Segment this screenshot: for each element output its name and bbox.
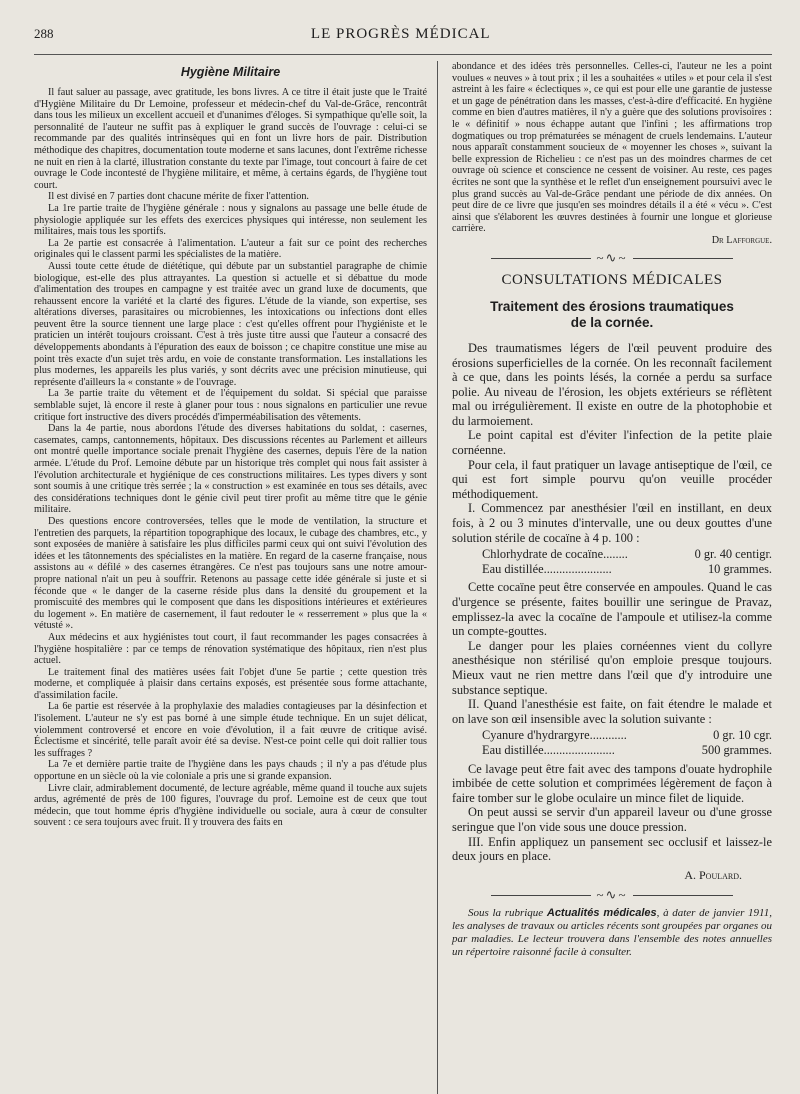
- ingredient-name: Eau distillée.......................: [482, 742, 615, 757]
- ornament-divider: ~∿~: [452, 250, 772, 266]
- notice-actualites: Sous la rubrique Actualités médicales, à dater de janvier 1911, les analyses de travaux ou articles récents sont groupées par organes ou par maladies. Le lecteur trouvera dans l'ensemble des notes annuelles un répertoire raisonné facile à consulter.: [452, 906, 772, 958]
- recipe-cyanure: [482, 728, 772, 757]
- paragraph: Pour cela, il faut pratiquer un lavage antiseptique de l'œil, ce qui est fort simple pourvu qu'on veuille procéder méthodiquement.: [452, 457, 772, 501]
- article-signature: A. Poulard.: [684, 867, 742, 882]
- article-title-line1: Traitement des érosions traumatiques: [490, 298, 734, 314]
- recipe-line: [482, 562, 772, 577]
- paragraph: Il faut saluer au passage, avec gratitude, les bons livres. A ce titre il était juste que le Traité d'Hygiène Militaire du Dr Lemoine, professeur et médecin-chef du Val-de-Grâce, rencontrât dans tous les milieux un excellent accueil et d'unanimes d'éloges. Si sympathique qu'elle soit, la personnalité de l'auteur ne suffit pas à expliquer le grand succès de l'ouvrage : celui-ci se recommande par des qualités intrinsèques qui en font un livre hors de pair. Distribution méthodique des chapitres, documentation toute moderne et sans lacunes, dont l'extrême richesse ne nuit en rien à la clarté, illustration constante du texte par l'image, tout concourt à faire de cet ouvrage le Code incontesté de l'hygiène militaire, et même, à certains égards, de l'hygiène tout court.: [34, 87, 427, 191]
- paragraph: Il est divisé en 7 parties dont chacune mérite de fixer l'attention.: [48, 191, 309, 203]
- ingredient-dose: 10 grammes.: [707, 561, 772, 576]
- paragraph: La 2e partie est consacrée à l'alimentation. L'auteur a fait sur ce point des recherches originales qui le classent parmi les spécialistes de la matière.: [34, 237, 427, 261]
- ingredient-name: Chlorhydrate de cocaïne........: [482, 547, 628, 562]
- paragraph: Des traumatismes légers de l'œil peuvent produire des érosions superficielles de la cornée. On les reconnaît facilement à ce que, dans les points lésés, la cornée a perdu sa surface polie. Au niveau de l'érosion, les objets extérieurs se réflètent mal ou irrégulièrement. Il existe en outre de la photophobie et du larmoiement.: [452, 340, 772, 428]
- left-column: [34, 61, 438, 1094]
- paragraph: I. Commencez par anesthésier l'œil en instillant, en deux fois, à 2 ou 3 minutes d'intervalle, une ou deux gouttes d'une solution stérile de cocaïne à 4 p. 100 :: [452, 501, 772, 545]
- recipe-cocaine: [482, 547, 772, 576]
- paragraph: Cette cocaïne peut être conservée en ampoules. Quand le cas d'urgence se présente, faites bouillir une seringue de Pravaz, emplissez-la avec la cocaïne de l'ampoule et utilisez-la comme un compte-gouttes.: [452, 580, 772, 639]
- article-title-line2: de la cornée.: [570, 314, 654, 330]
- article-title: [452, 299, 772, 331]
- section-heading-hygiene: Hygiène Militaire: [180, 65, 281, 79]
- paragraph: Le traitement final des matières usées fait l'objet d'une 5e partie ; cette question très moderne, et compliquée à plaisir dans certains exposés, est présentée sous forme attachante, d'assimilation facile.: [34, 666, 427, 701]
- ingredient-name: Eau distillée......................: [482, 561, 612, 576]
- paragraph: III. Enfin appliquez un pansement sec occlusif et laissez-le deux jours en place.: [452, 834, 772, 864]
- recipe-line: [482, 547, 772, 562]
- paragraph: II. Quand l'anesthésie est faite, on fait étendre le malade et on lave son œil insensible avec la solution suivante :: [452, 697, 772, 726]
- left-paragraphs: [34, 87, 427, 829]
- ornament-divider-2: ~∿~: [452, 887, 772, 903]
- ingredient-name: Cyanure d'hydrargyre............: [482, 728, 627, 743]
- page-header: [34, 26, 772, 44]
- paragraph: La 7e et dernière partie traite de l'hygiène dans les pays chauds ; il n'y a pas d'étude plus opportune en un siècle où la vie coloniale a pris une si grande expansion.: [34, 759, 427, 783]
- page-number: 288: [34, 26, 54, 41]
- ingredient-dose: 500 grammes.: [701, 742, 772, 757]
- review-continuation: abondance et des idées très personnelles. Celles-ci, l'auteur ne les a point voulues « neuves » à tout prix ; il les a souhaitées « utiles » et pour cela il s'est astreint à les faire « éclectiques », ce qui est pour elle une garantie de justesse et un gage de pénétration dans les masses, c'est-à-dire d'efficacité. En hygiène comme en bien d'autres matières, il n'y a guère que des solutions provisoires : le « définitif » nous échappe autant que l'infini ; les affirmations trop dogmatiques ou trop prématurées se ménagent de cruels lendemains. L'auteur nous apparaît constamment soucieux de « moyenner les choses », suivant la belle expression de Richelieu : ce n'est pas un des moindres charmes de cet ouvrage où science et conscience ne cessent de voisiner. Au reste, ces pages écrites ne sont que la synthèse et le reflet d'un enseignement poursuivi avec le plus grand succès au Val-de-Grâce pendant une période de dix années. On peut dire de ce livre que jusqu'en ses moindres détails il a été « vécu ». C'est ainsi que s'élaborent les œuvres destinées à fournir une longue et glorieuse carrière.: [452, 61, 772, 235]
- paragraph: Aussi toute cette étude de diététique, qui débute par un substantiel paragraphe de chimie biologique, est-elle des plus attrayantes. La question si actuelle et si débattue du mode d'alimentation des troupes en campagne y est traitée avec un grand luxe de documents, que rehaussent encore la variété et la clarté des figures. L'étude de la viande, son expertise, ses altérations diverses, parasitaires ou microbiennes, les intoxications ou infections dont elles peuvent être la source tiennent une large place : c'est qu'elles offrent pour l'hygiéniste et le praticien un intérêt toujours croissant. C'est à très juste titre aussi que l'auteur a consacré des développements abondants à l'épuration des eaux de boisson ; ce chapitre constitue une mise au point très exacte d'un sujet très ardu, en voie de constante transformation. Les installations les plus modernes, les appareils les plus variés, y sont décrits avec une précision minutieuse, qui représente d'ailleurs la « constante » de l'ouvrage.: [34, 260, 427, 388]
- right-column: [452, 61, 772, 1094]
- paragraph: Dans la 4e partie, nous abordons l'étude des diverses habitations du soldat, : casernes, casemates, camps, cantonnements, hôpitaux. Des discussions récentes au Parlement et ailleurs ont montré quelle importance sociale prenait l'hygiène des casernes, depuis l'ère de la nation armée. L'étude du Prof. Lemoine débute par un historique très complet qui nous fait assister à l'évolution architecturale et hygiénique de ces constructions militaires. Les types divers y sont sont soumis à une critique très serrée ; la « construction » est examinée en tous ses détails, avec des considérations techniques dont le génie civil peut tirer profit au même titre que le génie militaire.: [34, 423, 427, 516]
- paragraph: Le point capital est d'éviter l'infection de la petite plaie cornéenne.: [452, 428, 772, 458]
- paragraph: Aux médecins et aux hygiénistes tout court, il faut recommander les pages consacrées à l'hygiène hospitalière : par ce temps de rénovation systématique des hôpitaux, rien n'est plus actuel.: [34, 631, 427, 667]
- journal-title: LE PROGRÈS MÉDICAL: [310, 26, 491, 42]
- ingredient-dose: 0 gr. 40 centigr.: [694, 547, 772, 562]
- columns: [34, 54, 772, 1094]
- article-paragraphs-1: [452, 341, 772, 545]
- paragraph: La 6e partie est réservée à la prophylaxie des maladies contagieuses par la désinfection et l'isolement. L'auteur ne s'y est pas borné à une simple étude technique. En un sujet délicat, violemment controversé et encore en voie d'évolution, il a fait œuvre de critique avisé. Éclectisme et sincérité, telle paraît avoir été sa devise. N'est-ce point celle qui doit rallier tous les suffrages ?: [34, 701, 427, 759]
- consultations-title: CONSULTATIONS MÉDICALES: [501, 271, 723, 288]
- paragraph: La 1re partie traite de l'hygiène générale : nous y signalons au passage une belle étude de physiologie appliquée sur les effets des exercices physiques qui intéresse, non seulement les militaires, mais tous les sportifs.: [34, 202, 427, 238]
- recipe-line: [482, 743, 772, 758]
- paragraph: Le danger pour les plaies cornéennes vient du collyre anesthésique non stérilisé qu'on emploie presque toujours. Mieux vaut ne rien mettre dans l'œil que d'y introduire une substance septique.: [452, 638, 772, 697]
- paragraph: La 3e partie traite du vêtement et de l'équipement du soldat. Si spécial que paraisse semblable sujet, là encore il reste à glaner pour tous : nous signalons en particulier une revue critique fort instructive des divers procédés d'imperméabilisation des vêtements.: [34, 388, 427, 423]
- recipe-line: [482, 728, 772, 743]
- ingredient-dose: 0 gr. 10 cgr.: [713, 728, 772, 743]
- paragraph: Ce lavage peut être fait avec des tampons d'ouate hydrophile imbibée de cette solution et comprimées légèrement de façon à faire tomber sur le globe oculaire un mince filet de liquide.: [452, 761, 772, 805]
- review-signature: Dr Lafforgue.: [711, 234, 772, 246]
- article-paragraphs-3: [452, 762, 772, 864]
- paragraph: Livre clair, admirablement documenté, de lecture agréable, même quand il touche aux sujets ardus, agrémenté de près de 100 figures, l'ouvrage du prof. Lemoine est de ceux que tout médecin, que tout homme épris d'hygiène individuelle ou sociale, aura à cœur de consulter souvent : ce sera toujours avec fruit. Il y trouvera des faits en: [34, 782, 427, 829]
- paragraph: Des questions encore controversées, telles que le mode de ventilation, la structure et l'entretien des parquets, la répartition topographique des locaux, le cubage des chambres, etc., y sont exposées de manière à satisfaire les plus difficiles parmi ceux qui ont suivi l'évolution des idées et les tâtonnements des spécialistes en la matière. En regard de la caserne française, nous assistons au « défilé » des casernes étrangères. Ce n'est pas toujours sans une notre amour-propre national n'ait un peu à souffrir. Retenons au passage cette idée générale si juste et si féconde que « le danger de la caserne réside plus dans la densité du groupement et la promiscuité des membres qui le composent que dans les dispositions intérieures et extérieures du logement ». En matière de casernement, il faut redouter le « resserrement » plus que la « vétusté ».: [34, 515, 427, 632]
- article-paragraphs-2: [452, 580, 772, 726]
- paragraph: On peut aussi se servir d'un appareil laveur ou d'une grosse seringue que l'on vide sous une douce pression.: [452, 805, 772, 834]
